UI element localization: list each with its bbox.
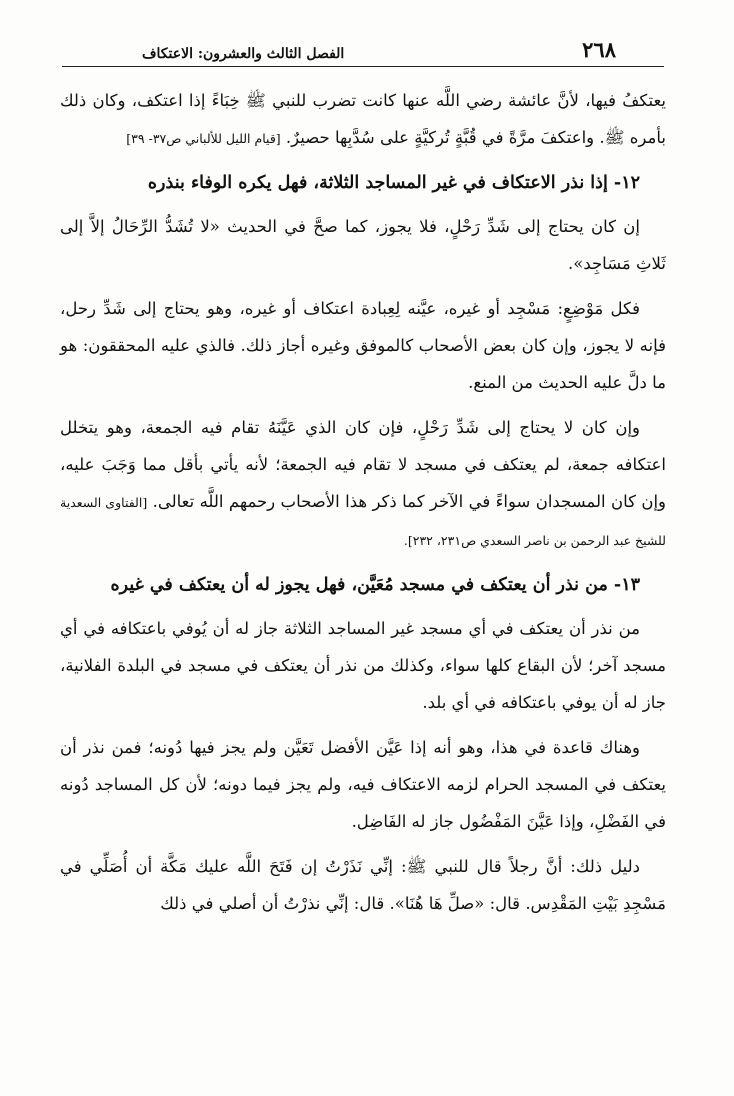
page-body xyxy=(60,82,666,930)
citation-1: [قيام الليل للألباني ص٣٧- ٣٩] xyxy=(126,131,281,146)
paragraph-4 xyxy=(60,409,666,559)
paragraph-3: فكل مَوْضِعٍ: مَسْجِد أو غيره، عيَّنه لِعِبادة اعتكاف أو غيره، وهو يحتاج إلى شَدِّ رحل، فإنه لا يجوز، وإن كان بعض الأصحاب كالموفق وغيره أجاز ذلك. فالذي عليه المحققون: هو ما دلَّ عليه الحديث من المنع. xyxy=(60,299,666,392)
paragraph-4-text: وإن كان لا يحتاج إلى شَدِّ رَحْلٍ، فإن كان الذي عَيَّنَهُ تقام فيه الجمعة، وهو يتخلل اعتكافه جمعة، لم يعتكف في مسجد لا تقام فيه الجمعة؛ لأنه يأتي بأقل مما وَجَبَ عليه، وإن كان المسجدان سواءً في الآخر كما ذكر هذا الأصحاب رحمهم اللَّه تعالى. xyxy=(60,418,667,511)
page-header xyxy=(62,28,664,67)
citation-2: [الفتاوى السعدية للشيخ عبد الرحمن بن ناصر السعدي ص٢٣١، ٢٣٢]. xyxy=(60,495,666,548)
chapter-title: الفصل الثالث والعشرون: الاعتكاف xyxy=(142,46,345,62)
paragraph-2: إن كان يحتاج إلى شَدِّ رَحْلٍ، فلا يجوز، كما صحَّ في الحديث «لا تُشَدُّ الرِّحَالُ إلاَّ إلى ثَلاثِ مَسَاجِد». xyxy=(60,217,666,273)
paragraph-1-text: يعتكفُ فيها، لأنَّ عائشة رضي اللَّه عنها كانت تضرب للنبي ﷺ خِبَاءً إذا اعتكف، وكان ذلك بأمره ﷺ. واعتكفَ مرَّةً في قُبَّةٍ تُركيَّةٍ على سُدَّبِها حصيرٌ. xyxy=(60,91,666,147)
paragraph-5: من نذر أن يعتكف في أي مسجد غير المساجد الثلاثة جاز له أن يُوفي باعتكافه في أي مسجد آخر؛ لأن البقاع كلها سواء، وكذلك من نذر أن يعتكف في مسجد في البلدة الفلانية، جاز له أن يوفي باعتكافه في أي بلد. xyxy=(60,619,666,712)
paragraph-7: دليل ذلك: أنَّ رجلاً قال للنبي ﷺ: إنِّي نَذَرْتُ إن فَتَحَ اللَّه عليك مَكَّة أن أُصَلِّي في مَسْجِدِ بَيْتِ المَقْدِس. قال: «صلِّ هَا هُنَا». قال: إنِّي نذرْتُ أن أصلي في ذلك xyxy=(60,857,666,913)
section-heading-12: ١٢- إذا نذر الاعتكاف في غير المساجد الثلاثة، فهل يكره الوفاء بنذره xyxy=(147,173,640,193)
section-heading-13: ١٣- من نذر أن يعتكف في مسجد مُعَيَّن، فهل يجوز له أن يعتكف في غيره xyxy=(110,575,640,595)
page-number: ٢٦٨ xyxy=(582,37,616,62)
paragraph-6: وهناك قاعدة في هذا، وهو أنه إذا عَيَّن الأفضل تَعَيَّن ولم يجز فيها دُونه؛ فمن نذر أن يعتكف في المسجد الحرام لزمه الاعتكاف فيه، ولم يجز فيما دونه؛ لأن كل المساجد دُونه في الفَضْلِ، وإذا عَيَّنَ المَفْضُول جاز له الفَاضِل. xyxy=(60,738,666,831)
paragraph-1 xyxy=(60,82,666,157)
